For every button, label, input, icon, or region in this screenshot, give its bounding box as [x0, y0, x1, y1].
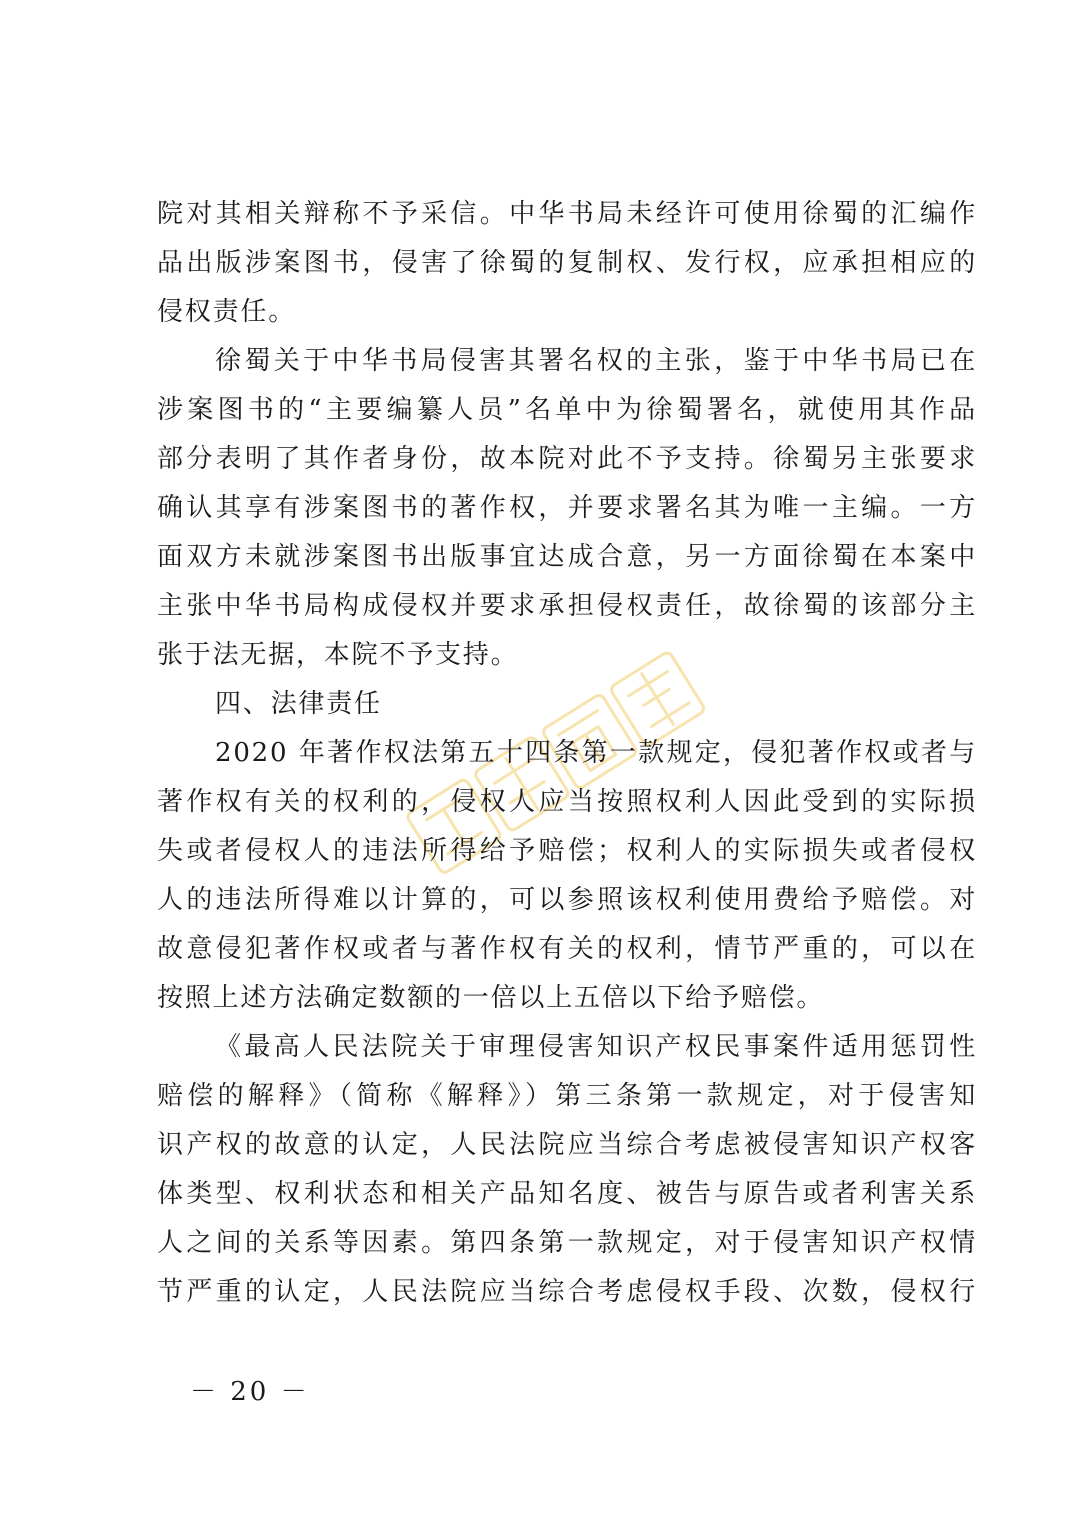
- text-line: 涉案图书的“主要编纂人员”名单中为徐蜀署名，就使用其作品: [157, 395, 977, 425]
- text-line: 部分表明了其作者身份，故本院对此不予支持。徐蜀另主张要求: [157, 444, 977, 474]
- text-line: 赔偿的解释》（简称《解释》）第三条第一款规定，对于侵害知: [157, 1081, 977, 1111]
- text-line: 徐蜀关于中华书局侵害其署名权的主张，鉴于中华书局已在: [215, 346, 977, 376]
- document-body: [157, 190, 977, 1317]
- text-line: 张于法无据，本院不予支持。: [157, 640, 519, 670]
- text-line: 节严重的认定，人民法院应当综合考虑侵权手段、次数，侵权行: [157, 1277, 977, 1307]
- text-line: 品出版涉案图书，侵害了徐蜀的复制权、发行权，应承担相应的: [157, 248, 977, 278]
- text-line: 院对其相关辩称不予采信。中华书局未经许可使用徐蜀的汇编作: [157, 199, 977, 229]
- text-line: 著作权有关的权利的，侵权人应当按照权利人因此受到的实际损: [157, 787, 977, 817]
- text-line: 面双方未就涉案图书出版事宜达成合意，另一方面徐蜀在本案中: [157, 542, 977, 572]
- text-line: 识产权的故意的认定，人民法院应当综合考虑被侵害知识产权客: [157, 1130, 977, 1160]
- paragraph-2: [157, 337, 977, 680]
- text-line: 按照上述方法确定数额的一倍以上五倍以下给予赔偿。: [157, 983, 825, 1013]
- text-line: 主张中华书局构成侵权并要求承担侵权责任，故徐蜀的该部分主: [157, 591, 977, 621]
- section-heading: 四、法律责任: [215, 689, 382, 719]
- text-line: 人之间的关系等因素。第四条第一款规定，对于侵害知识产权情: [157, 1228, 977, 1258]
- text-line: 2020 年著作权法第五十四条第一款规定，侵犯著作权或者与: [215, 738, 977, 768]
- text-line: 体类型、权利状态和相关产品知名度、被告与原告或者利害关系: [157, 1179, 977, 1209]
- text-line: 人的违法所得难以计算的，可以参照该权利使用费给予赔偿。对: [157, 885, 977, 915]
- paragraph-1: [157, 190, 977, 337]
- text-line: 《最高人民法院关于审理侵害知识产权民事案件适用惩罚性: [215, 1032, 977, 1062]
- text-line: 故意侵犯著作权或者与著作权有关的权利，情节严重的，可以在: [157, 934, 977, 964]
- text-line: 侵权责任。: [157, 297, 297, 327]
- page-number: － 20 －: [190, 1377, 310, 1407]
- text-line: 失或者侵权人的违法所得给予赔偿；权利人的实际损失或者侵权: [157, 836, 977, 866]
- paragraph-3: [157, 729, 977, 1023]
- paragraph-4: [157, 1023, 977, 1317]
- text-line: 确认其享有涉案图书的著作权，并要求署名其为唯一主编。一方: [157, 493, 977, 523]
